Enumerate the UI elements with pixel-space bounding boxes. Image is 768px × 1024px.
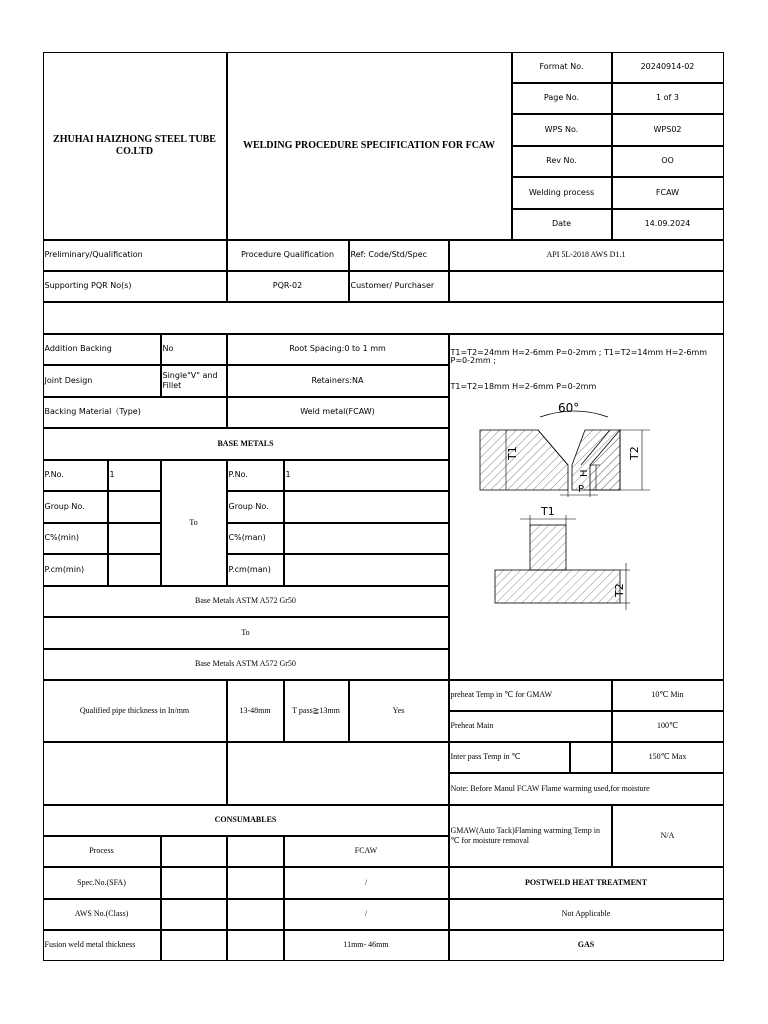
- pno-label-right: P.No.: [227, 460, 284, 491]
- joint-dimensions-line-2: T1=T2=18mm H=2-6mm P=0-2mm: [450, 381, 597, 391]
- cmin-label: C%(min): [43, 523, 108, 554]
- joint-dimensions-line-1: T1=T2=24mm H=2-6mm P=0-2mm ; T1=T2=14mm H=2-6mm P=0-2mm ;: [450, 347, 708, 366]
- base-metal-2: Base Metals ASTM A572 Gr50: [43, 649, 449, 680]
- date-label: Date: [512, 209, 612, 240]
- p-label: P: [577, 483, 584, 495]
- wps-no-label: WPS No.: [512, 114, 612, 146]
- fusion-blank-1: [161, 930, 227, 961]
- t2-fillet-label: T2: [612, 582, 626, 597]
- t1-label: T1: [505, 445, 519, 460]
- addition-backing-label: Addition Backing: [43, 334, 161, 365]
- pcm-min-value: [108, 554, 161, 586]
- page-no-label: Page No.: [512, 83, 612, 114]
- rev-no-value: OO: [612, 146, 724, 177]
- weld-metal: Weld metal(FCAW): [227, 397, 449, 428]
- format-no-label: Format No.: [512, 52, 612, 83]
- h-label: H: [578, 468, 590, 477]
- group-label-right: Group No.: [227, 491, 284, 523]
- spec-label: Spec.No.(SFA): [43, 867, 161, 899]
- aws-blank-1: [161, 899, 227, 930]
- base-metal-to: To: [43, 617, 449, 649]
- pwht-title: POSTWELD HEAT TREATMENT: [449, 867, 724, 899]
- process-label: Process: [43, 836, 161, 867]
- pwht-value: Not Applicable: [449, 899, 724, 930]
- preliminary-label: Preliminary/Qualification: [43, 240, 227, 271]
- fusion-value: 11mm- 46mm: [284, 930, 449, 961]
- retainers: Retainers:NA: [227, 365, 449, 397]
- spec-value: /: [284, 867, 449, 899]
- blank-row: [43, 302, 724, 334]
- aws-label: AWS No.(Class): [43, 899, 161, 930]
- backing-material-label: Backing Material（Type): [43, 397, 227, 428]
- cmax-value: [284, 523, 449, 554]
- interpass-blank: [570, 742, 612, 773]
- cmin-value: [108, 523, 161, 554]
- pcm-min-label: P.cm(min): [43, 554, 108, 586]
- pqr-value: PQR-02: [227, 271, 349, 302]
- company-name: ZHUHAI HAIZHONG STEEL TUBE CO.LTD: [43, 52, 227, 240]
- blank-cell-right: [227, 742, 449, 805]
- joint-design-value: Single"V" and Fillet: [161, 365, 227, 397]
- rev-no-label: Rev No.: [512, 146, 612, 177]
- interpass-value: 150℃ Max: [612, 742, 724, 773]
- blank-cell-left: [43, 742, 227, 805]
- customer-label: Customer/ Purchaser: [349, 271, 449, 302]
- date-value: 14.09.2024: [612, 209, 724, 240]
- base-metals-title: BASE METALS: [43, 428, 449, 460]
- joint-drawing-panel: [449, 334, 724, 680]
- t1-fillet-label: T1: [540, 504, 555, 518]
- base-plate: [495, 570, 620, 603]
- process-blank-1: [161, 836, 227, 867]
- aws-blank-2: [227, 899, 284, 930]
- tpass: T pass≧13mm: [284, 680, 349, 742]
- t2-label: T2: [627, 445, 641, 460]
- angle-label: 60°: [557, 400, 579, 415]
- group-label-left: Group No.: [43, 491, 108, 523]
- group-value-right: [284, 491, 449, 523]
- to-label: To: [161, 460, 227, 586]
- pqr-label: Supporting PQR No(s): [43, 271, 227, 302]
- cmax-label: C%(man): [227, 523, 284, 554]
- page-no-value: 1 of 3: [612, 83, 724, 114]
- preheat-main-value: 100℃: [612, 711, 724, 742]
- vertical-plate: [530, 525, 566, 570]
- pno-value-right: 1: [284, 460, 449, 491]
- joint-design-label: Joint Design: [43, 365, 161, 397]
- pno-label-left: P.No.: [43, 460, 108, 491]
- gmaw-tack-label: GMAW(Auto Tack)Flaming warming Temp in ℃ for moisture removal: [449, 805, 612, 867]
- gmaw-tack-value: N/A: [612, 805, 724, 867]
- pcm-max-value: [284, 554, 449, 586]
- format-no-value: 20240914-02: [612, 52, 724, 83]
- aws-value: /: [284, 899, 449, 930]
- preheat-gmaw-label: preheat Temp in ℃ for GMAW: [449, 680, 612, 711]
- document-title: WELDING PROCEDURE SPECIFICATION FOR FCAW: [227, 52, 512, 240]
- welding-process-label: Welding process: [512, 177, 612, 209]
- ref-value: API 5L-2018 AWS D1.1: [449, 240, 724, 271]
- interpass-label: Inter pass Temp in ℃: [449, 742, 570, 773]
- preheat-main-label: Preheat Main: [449, 711, 612, 742]
- fusion-blank-2: [227, 930, 284, 961]
- spec-blank-2: [227, 867, 284, 899]
- ref-label: Ref: Code/Std/Spec: [349, 240, 449, 271]
- addition-backing-value: No: [161, 334, 227, 365]
- customer-value: [449, 271, 724, 302]
- welding-process-value: FCAW: [612, 177, 724, 209]
- thickness-label: Qualified pipe thickness in In/mm: [43, 680, 227, 742]
- spec-blank-1: [161, 867, 227, 899]
- fusion-label: Fusion weld metal thickness: [43, 930, 161, 961]
- process-value: FCAW: [284, 836, 449, 867]
- base-metal-1: Base Metals ASTM A572 Gr50: [43, 586, 449, 617]
- preheat-note: Note: Before Manul FCAW Flame warming used,for moisture: [449, 773, 724, 805]
- consumables-title: CONSUMABLES: [43, 805, 449, 836]
- wps-no-value: WPS02: [612, 114, 724, 146]
- pno-value-left: 1: [108, 460, 161, 491]
- preheat-gmaw-value: 10℃ Min: [612, 680, 724, 711]
- left-plate: [480, 430, 568, 490]
- thickness-range: 13-48mm: [227, 680, 284, 742]
- group-value-left: [108, 491, 161, 523]
- thickness-yes: Yes: [349, 680, 449, 742]
- weld-joint-drawing: [450, 335, 724, 680]
- process-blank-2: [227, 836, 284, 867]
- root-spacing: Root Spacing:0 to 1 mm: [227, 334, 449, 365]
- gas-title: GAS: [449, 930, 724, 961]
- procedure-qualification: Procedure Qualification: [227, 240, 349, 271]
- pcm-max-label: P.cm(man): [227, 554, 284, 586]
